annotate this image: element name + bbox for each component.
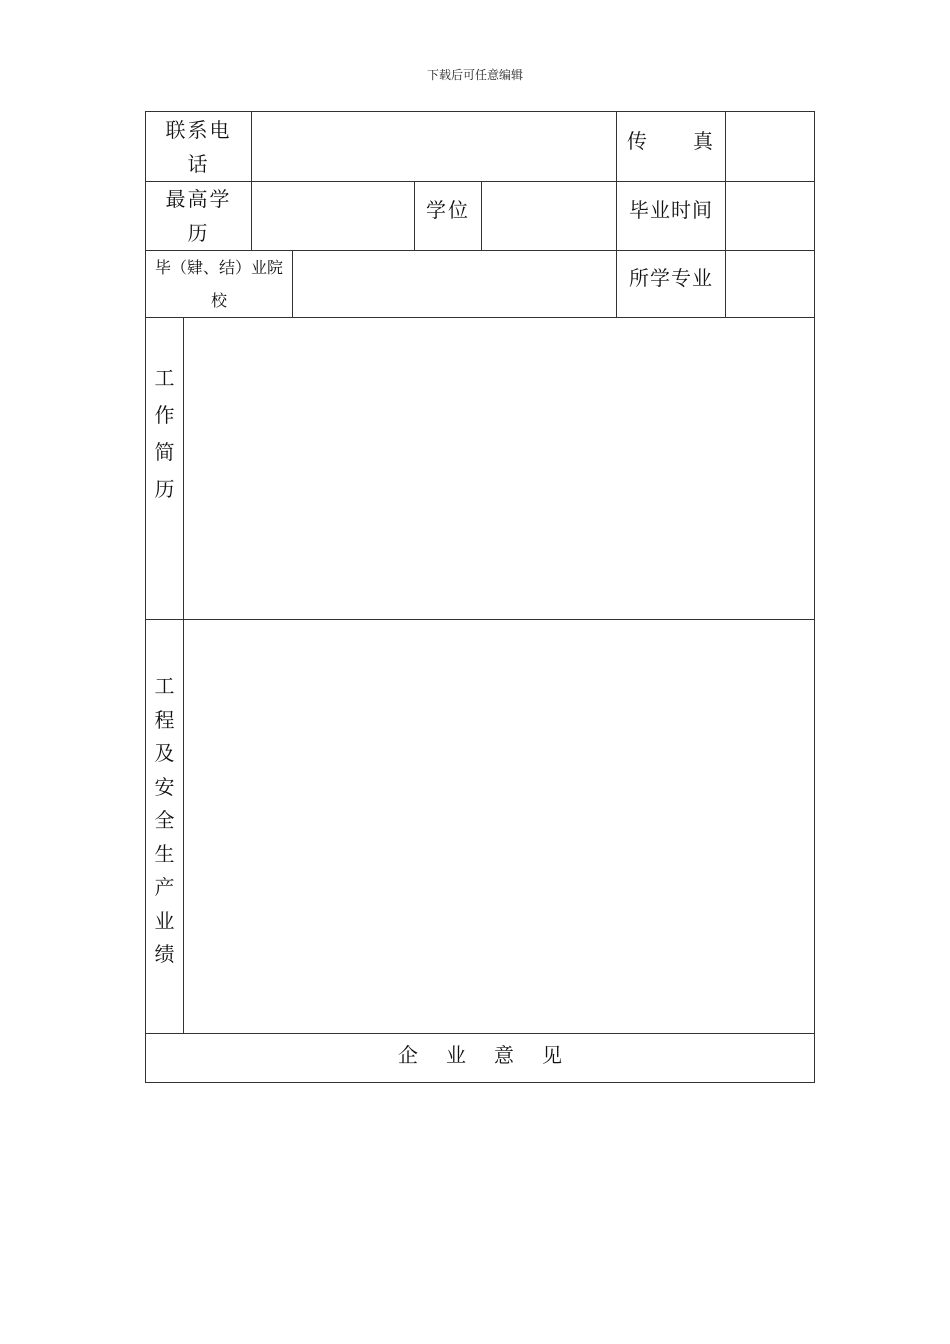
phone-label-line1: 联系电 <box>165 117 232 142</box>
phone-label <box>146 112 251 181</box>
graduation-time-field[interactable] <box>726 182 814 250</box>
fax-label-right: 真 <box>693 129 715 153</box>
fax-field[interactable] <box>726 112 814 181</box>
school-label-line1: 毕（肄、结）业院 <box>154 257 283 277</box>
achievements-char: 工 <box>154 674 175 698</box>
phone-field[interactable] <box>252 112 616 181</box>
school-label-line2: 校 <box>210 290 227 310</box>
enterprise-opinion-label <box>146 1034 814 1072</box>
achievements-label <box>146 670 183 980</box>
achievements-char: 生 <box>154 841 175 866</box>
header-note: 下载后可任意编辑 <box>426 68 523 82</box>
fax-label-left: 传 <box>627 129 649 153</box>
enterprise-opinion-char: 业 <box>446 1042 466 1067</box>
work-history-label <box>146 318 183 508</box>
achievements-char: 程 <box>154 707 175 732</box>
registration-form-table <box>145 111 815 1083</box>
major-label: 所学专业 <box>629 266 713 290</box>
fax-label <box>617 112 725 170</box>
school-field[interactable] <box>293 251 616 317</box>
school-label <box>146 250 292 317</box>
achievements-char: 及 <box>154 741 175 765</box>
degree-label: 学位 <box>426 198 470 222</box>
graduation-time-label: 毕业时间 <box>629 198 713 222</box>
achievements-char: 全 <box>154 808 175 832</box>
major-field[interactable] <box>726 251 814 317</box>
education-label <box>146 181 251 250</box>
work-history-field[interactable] <box>184 318 814 619</box>
enterprise-opinion-char: 企 <box>398 1042 418 1067</box>
work-history-char: 简 <box>154 440 175 464</box>
enterprise-opinion-char: 见 <box>542 1042 562 1067</box>
education-label-line2: 历 <box>187 220 210 245</box>
education-field[interactable] <box>252 182 414 250</box>
achievements-char: 业 <box>154 908 175 933</box>
phone-label-line2: 话 <box>187 151 210 176</box>
enterprise-opinion-char: 意 <box>494 1042 514 1067</box>
work-history-char: 作 <box>154 403 175 427</box>
work-history-char: 历 <box>154 477 175 501</box>
degree-field[interactable] <box>482 182 616 250</box>
achievements-char: 产 <box>154 875 175 899</box>
education-label-line1: 最高学 <box>165 186 232 211</box>
achievements-char: 绩 <box>154 942 175 966</box>
work-history-char: 工 <box>154 366 175 390</box>
achievements-field[interactable] <box>184 620 814 1033</box>
achievements-char: 安 <box>154 774 175 799</box>
